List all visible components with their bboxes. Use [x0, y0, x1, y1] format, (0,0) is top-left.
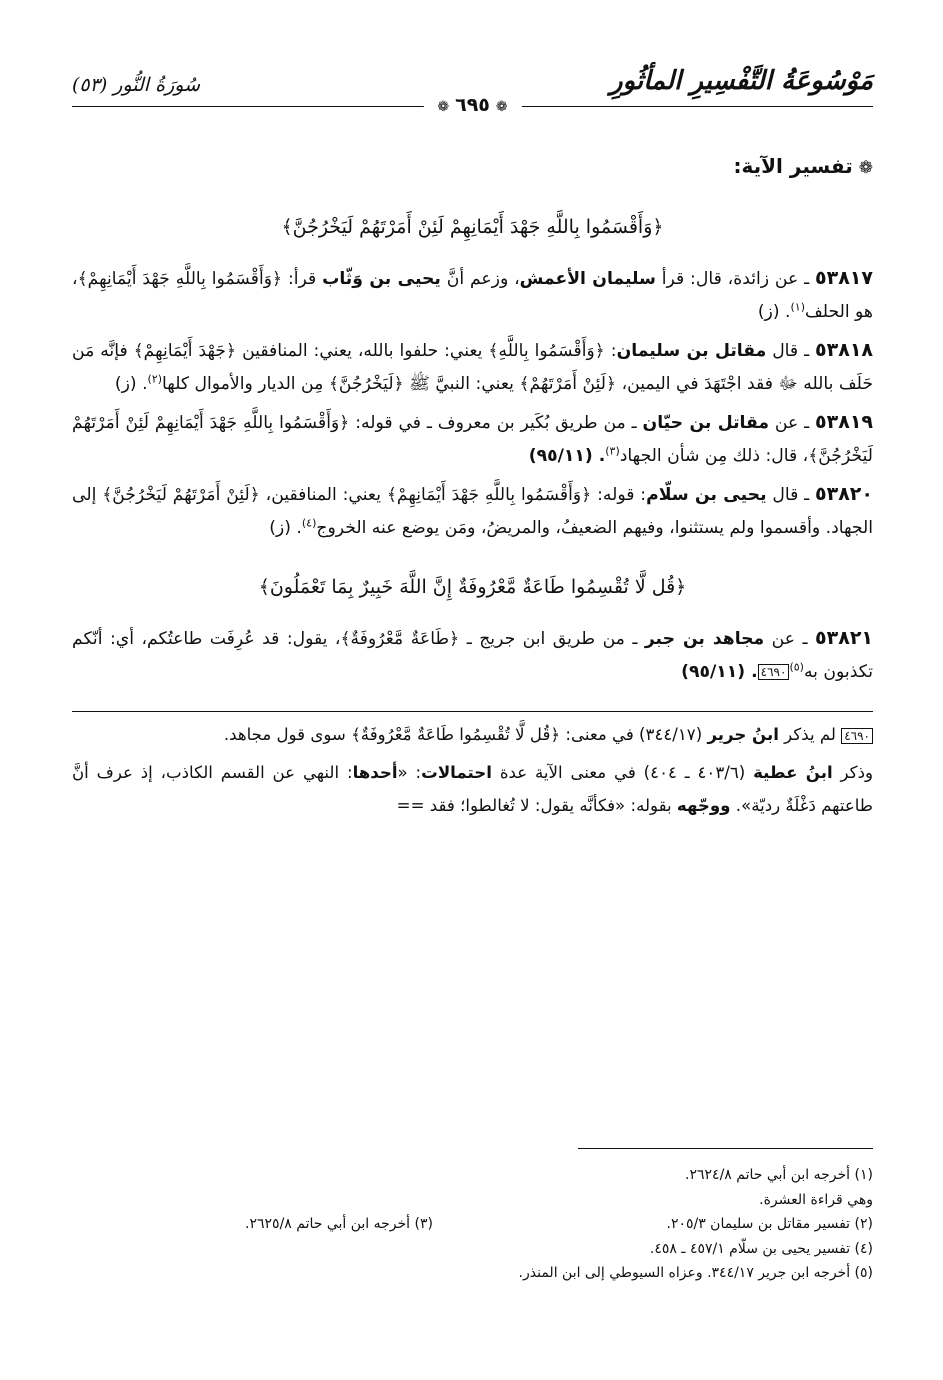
quran-quote: ﴿لَئِنْ أَمَرْتَهُمْ﴾: [519, 374, 617, 394]
text: :: [604, 341, 617, 361]
text: يعني: المنافقين،: [259, 485, 387, 505]
page-number-block: [423, 94, 521, 116]
narration-number: ٥٣٨٢٠: [815, 483, 873, 505]
footnote: وهي قراءة العشرة.: [759, 1191, 873, 1208]
text: ـ عن: [764, 629, 816, 649]
note-number-box: ٤٦٩٠: [758, 664, 790, 680]
text: وذكر: [832, 763, 873, 782]
footnote: (٥) أخرجه ابن جرير ٣٤٤/١٧. وعزاه السيوطي إلى ابن المنذر.: [518, 1265, 873, 1281]
main-content: [72, 150, 873, 827]
bold-term: احتمالات: [421, 763, 492, 782]
text: ـ عن زائدة، قال: قرأ: [655, 269, 816, 289]
quran-quote: ﴿طَاعَةٌ مَّعْرُوفَةٌ﴾: [340, 629, 460, 649]
ayah-verse: ﴿وَأَقْسَمُوا بِاللَّهِ جَهْدَ أَيْمَانِهِمْ لَئِنْ أَمَرْتَهُمْ لَيَخْرُجُنَّ﴾: [281, 216, 664, 238]
text: : النهي عن القسم الكاذب، إذ عرف أنَّ طاعتهم دَغْلَةٌ رديّة».: [72, 763, 873, 815]
footnote: (١) أخرجه ابن أبي حاتم ٢٦٢٤/٨.: [685, 1167, 873, 1183]
section-heading-text: تفسير الآية:: [733, 154, 853, 178]
text: ، هو الحلف: [72, 269, 873, 322]
footnote-marker: (١): [790, 300, 805, 314]
narration-entry: [72, 406, 873, 473]
editor-notes: [72, 718, 873, 822]
text: (٤٠٣/٦ ـ ٤٠٤) في معنى الآية عدة: [491, 763, 754, 782]
text: ـ عن: [769, 413, 816, 433]
narration-entry: [72, 622, 873, 689]
reference: . (٩٥/١١): [528, 446, 606, 466]
ayah-verse: ﴿قُل لَّا تُقْسِمُوا طَاعَةٌ مَّعْرُوفَةٌ إِنَّ اللَّهَ خَبِيرٌ بِمَا تَعْمَلُونَ﴾: [258, 576, 687, 598]
text: : قوله:: [591, 485, 647, 505]
narration-number: ٥٣٨٢١: [815, 627, 874, 649]
narration-number: ٥٣٨١٨: [815, 339, 874, 361]
footnote: (٢) تفسير مقاتل بن سليمان ٢٠٥/٣.: [666, 1216, 873, 1232]
quran-quote: ﴿وَأَقْسَمُوا بِاللَّهِ جَهْدَ أَيْمَانِهِمْ﴾: [77, 269, 283, 289]
text: . (ز): [114, 374, 148, 394]
footnote-marker: (٣): [605, 444, 620, 458]
text: ، قال: ذلك مِن شأن الجهاد: [619, 446, 809, 466]
quran-quote: ﴿وَأَقْسَمُوا بِاللَّهِ﴾: [488, 341, 605, 361]
notes-divider: [72, 711, 873, 712]
text: ، وزعم أنَّ: [440, 269, 520, 289]
ornament-icon: ❁: [437, 99, 450, 115]
footnote-divider: [578, 1148, 873, 1149]
bold-term: ووجّهه: [676, 796, 731, 815]
narration-entry: [72, 334, 873, 401]
text: فإنَّه مَن حَلَف بالله ﷻ فقد اجْتَهَدَ في اليمين،: [72, 341, 873, 394]
page-number: ٦٩٥: [455, 94, 490, 116]
text: يعني: حلفوا بالله، يعني: المنافقين: [236, 341, 489, 361]
ornament-icon: ❁: [495, 99, 508, 115]
book-title: مَوْسُوعَةُ التَّفْسِيرِ المأثُورِ: [610, 66, 873, 96]
text: ـ من طريق ابن جريج ـ: [459, 629, 645, 649]
text: . (ز): [269, 518, 302, 538]
note-number-box: ٤٦٩٠: [841, 728, 873, 744]
narrator-name: سليمان الأعمش: [519, 269, 656, 289]
quran-quote: ﴿جَهْدَ أَيْمَانِهِمْ﴾: [133, 341, 237, 361]
footnote-marker: (٤): [301, 516, 317, 530]
editor-note: [72, 756, 873, 822]
narrator-name: مقاتل بن حيّان: [642, 413, 770, 433]
narrator-name: يحيى بن وَثّاب: [322, 269, 441, 289]
scholar-name: ابنُ جرير: [707, 725, 779, 744]
footnote-row: [72, 1212, 873, 1237]
footnote: (٣) أخرجه ابن أبي حاتم ٢٦٢٥/٨.: [245, 1216, 433, 1232]
text: مِن الديار والأموال كلها: [162, 374, 329, 394]
text: (٣٤٤/١٧) في معنى:: [560, 725, 708, 744]
scholar-name: ابنُ عطية: [753, 763, 833, 782]
text: قرأ:: [282, 269, 323, 289]
bold-term: أحدها: [352, 763, 398, 782]
text: يعني: النبيَّ ﷺ: [403, 374, 520, 394]
narration-entry: [72, 262, 873, 329]
reference: . (٩٥/١١): [681, 662, 758, 682]
footnote: (٤) تفسير يحيى بن سلّام ٤٥٧/١ ـ ٤٥٨.: [649, 1240, 873, 1257]
text: ـ من طريق بُكَير بن معروف ـ في قوله:: [349, 413, 643, 433]
section-heading: [72, 150, 873, 185]
narrator-name: مجاهد بن جبر: [644, 629, 765, 649]
editor-note: [72, 718, 873, 751]
narrator-name: يحيى بن سلّام: [646, 485, 767, 505]
flower-icon: ❁: [858, 158, 873, 178]
text: ـ قال: [766, 485, 816, 505]
text: إلى الجهاد. وأقسموا ولم يستثنوا، وفيهم الضعيفُ، والمريضُ، ومَن يوضع عنه الخروج: [72, 485, 873, 538]
page-header: [72, 58, 873, 118]
text: سوى قول مجاهد.: [223, 725, 352, 744]
narrator-name: مقاتل بن سليمان: [616, 341, 767, 361]
text: ، يقول: قد عُرِفَت طاعتُكم، أي: أنّكم تكذبون به: [72, 629, 873, 682]
footnote-marker: (٥): [789, 660, 804, 674]
narration-entry: [72, 478, 873, 545]
quran-quote: ﴿وَأَقْسَمُوا بِاللَّهِ جَهْدَ أَيْمَانِهِمْ﴾: [386, 485, 592, 505]
surah-title: سُورَةُ النُّور (٥٣): [72, 74, 200, 96]
narration-number: ٥٣٨١٩: [815, 411, 874, 433]
quran-quote: ﴿وَأَقْسَمُوا بِاللَّهِ جَهْدَ أَيْمَانِهِمْ لَئِنْ أَمَرْتَهُمْ لَيَخْرُجُنَّ﴾: [72, 413, 873, 466]
text: لم يذكر: [778, 725, 842, 744]
quran-quote: ﴿قُل لَّا تُقْسِمُوا طَاعَةٌ مَّعْرُوفَةٌ﴾: [351, 725, 561, 744]
footnotes: [72, 1148, 873, 1286]
text: : «: [397, 763, 422, 782]
quran-quote: ﴿لَيَخْرُجُنَّ﴾: [328, 374, 404, 394]
footnote-marker: (٢): [147, 372, 163, 386]
text: ـ قال: [766, 341, 816, 361]
narration-number: ٥٣٨١٧: [815, 267, 873, 289]
text: بقوله: «فكأنَّه يقول: لا تُغالطوا؛ فقد ==: [396, 796, 677, 815]
text: . (ز): [757, 302, 791, 322]
quran-quote: ﴿لَئِنْ أَمَرْتَهُمْ لَيَخْرُجُنَّ﴾: [102, 485, 260, 505]
